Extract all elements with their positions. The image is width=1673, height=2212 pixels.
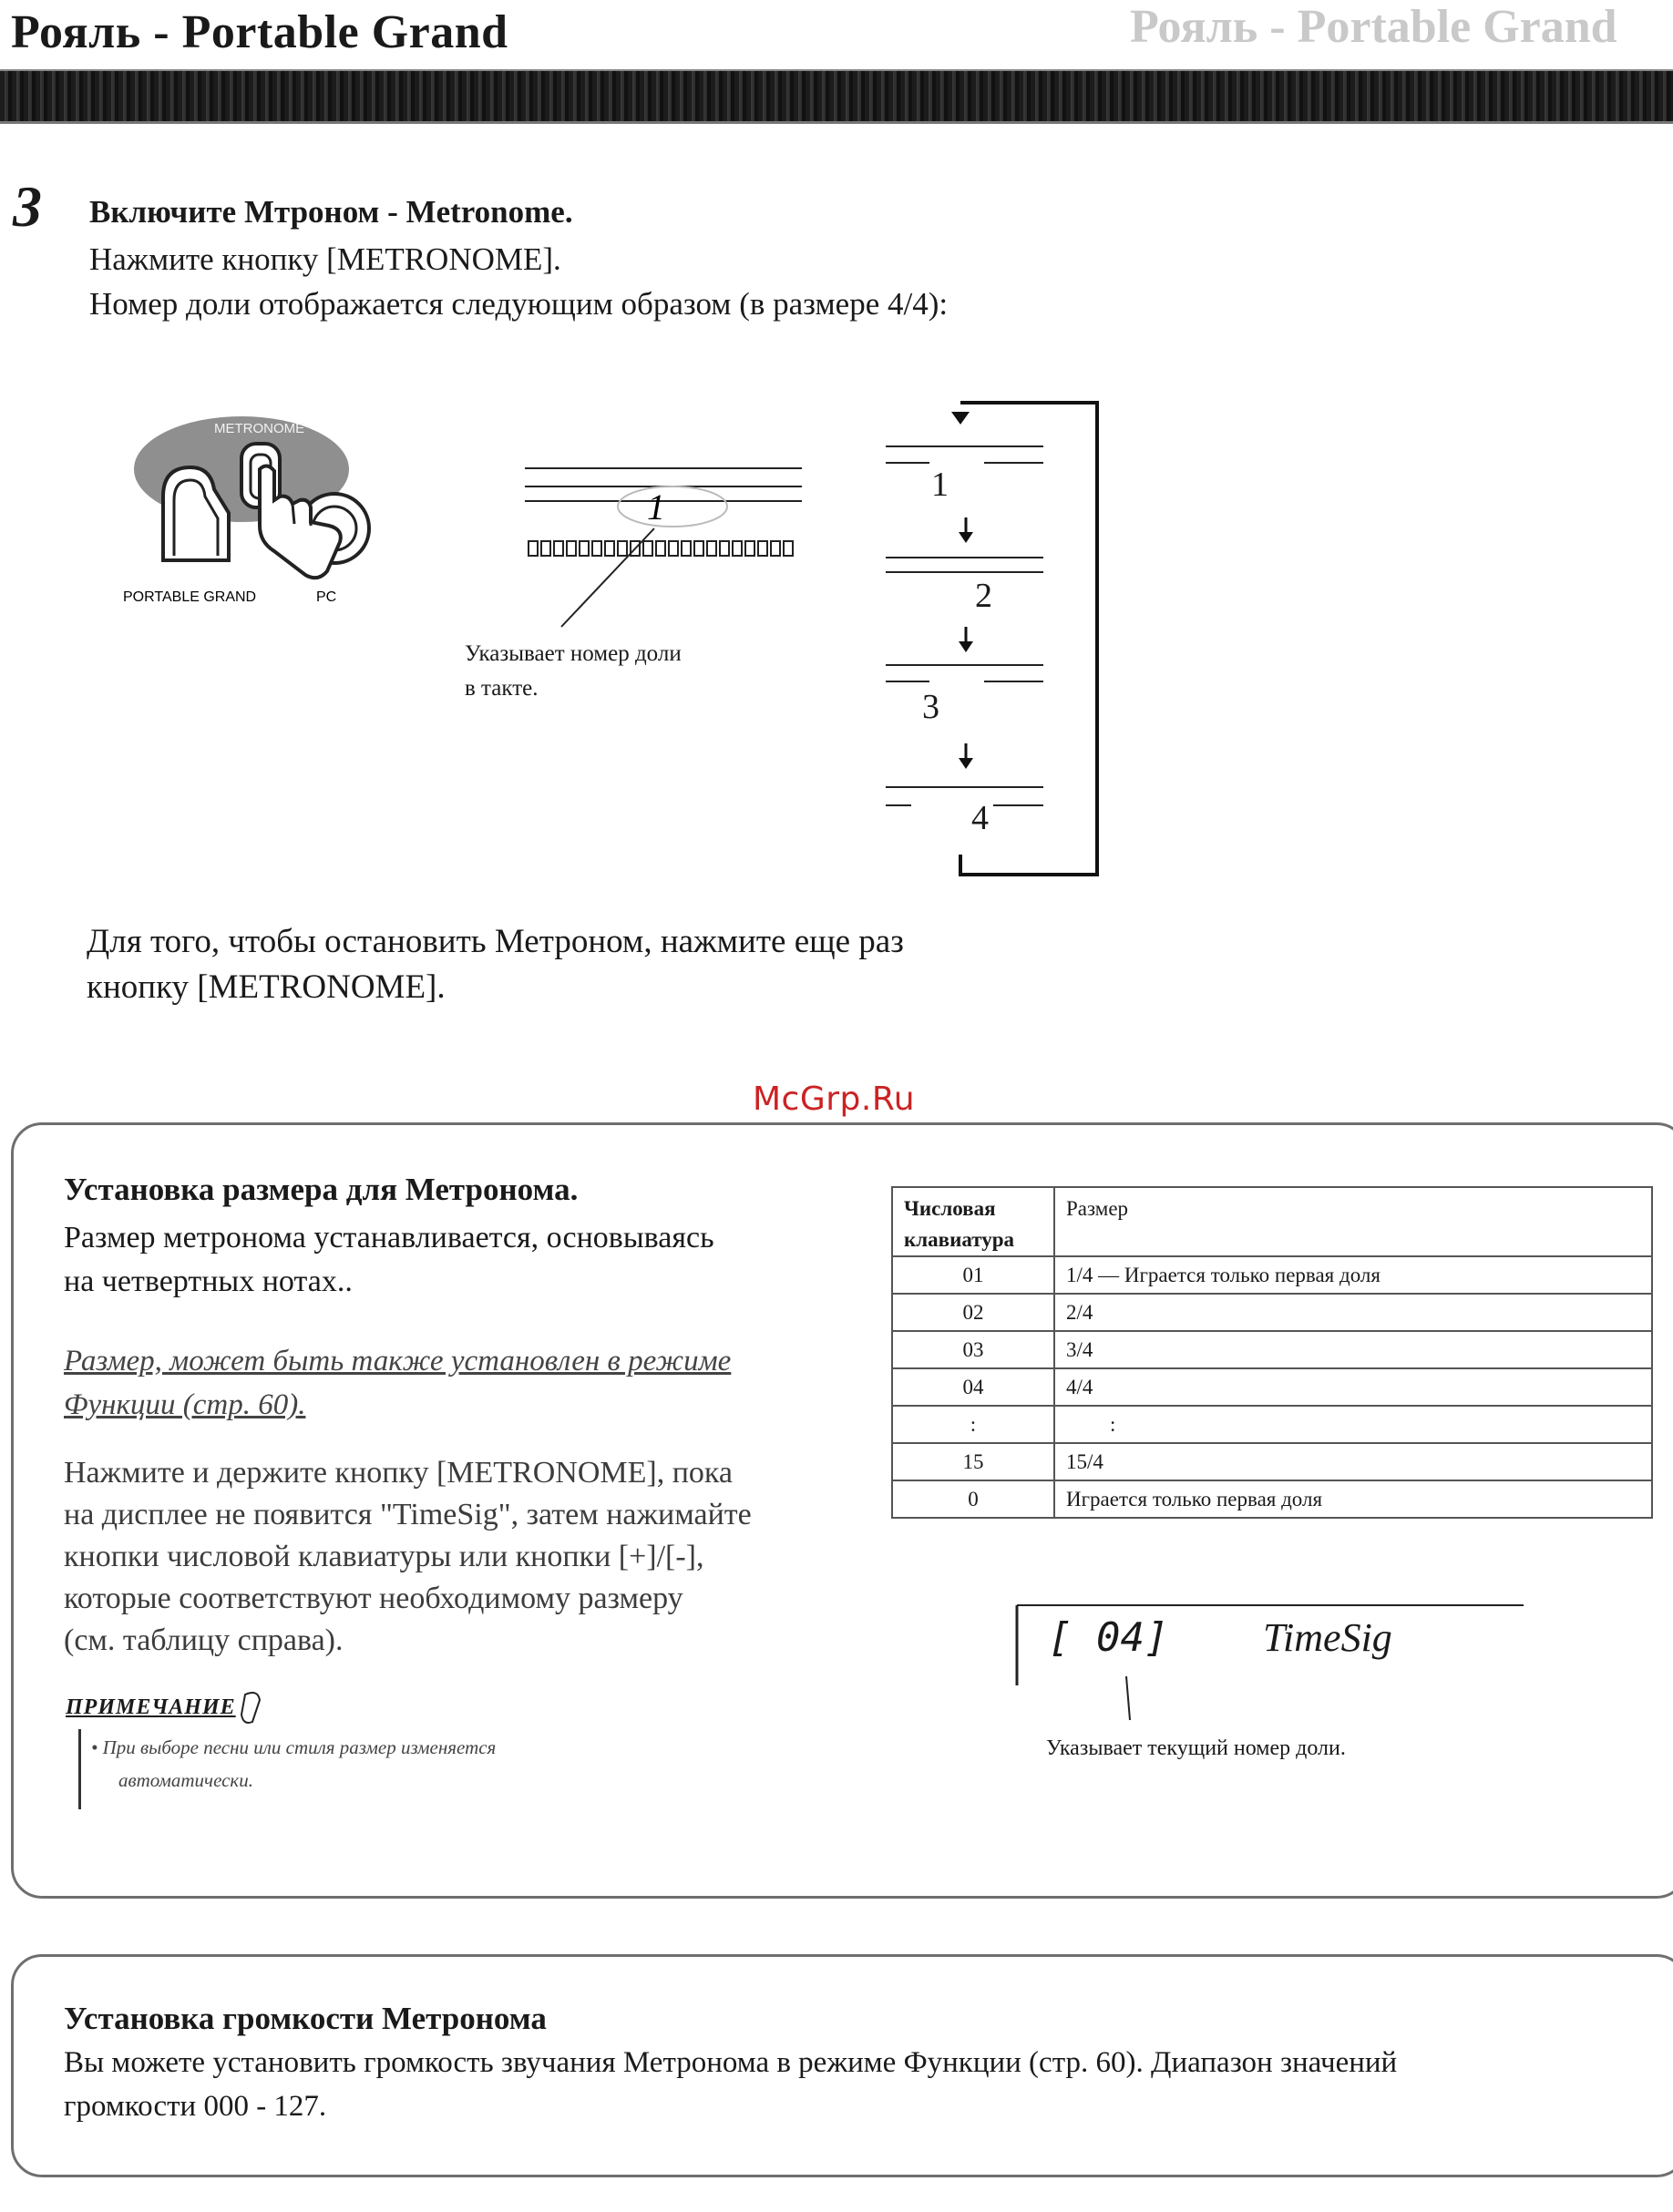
step-heading: Включите Мтроном - Metronome. (89, 194, 573, 230)
table-cell-key: : (892, 1406, 1054, 1443)
table-header-value: Размер (1054, 1187, 1652, 1256)
beat-number: 3 (922, 688, 939, 726)
beat-number: 2 (975, 577, 992, 615)
table-cell-value: 3/4 (1054, 1331, 1652, 1368)
stop-instruction-line2: кнопку [METRONOME]. (87, 968, 446, 1006)
table-cell-key: 15 (892, 1443, 1054, 1480)
note-line2: автоматически. (118, 1769, 254, 1791)
meter-body-line: Нажмите и держите кнопку [METRONOME], пока (64, 1456, 734, 1490)
table-cell-key: 01 (892, 1256, 1054, 1294)
table-cell-value: 1/4 — Играется только первая доля (1054, 1256, 1652, 1294)
watermark: McGrp.Ru (753, 1080, 916, 1118)
volume-heading: Установка громкости Метронома (64, 2001, 547, 2036)
table-cell-value: 2/4 (1054, 1294, 1652, 1331)
table-cell-key: 04 (892, 1368, 1054, 1406)
svg-text:PORTABLE GRAND: PORTABLE GRAND (123, 589, 257, 605)
page-title-ghost: Рояль - Portable Grand (1130, 1, 1617, 53)
volume-line1: Вы можете установить громкость звучания Метронома в режиме Функции (стр. 60). Диапазон значений (64, 2046, 1398, 2079)
meter-intro-line1: Размер метронома устанавливается, основываясь (64, 1221, 714, 1254)
table-cell-key: 0 (892, 1480, 1054, 1518)
step-instruction: Нажмите кнопку [METRONOME]. (89, 241, 561, 277)
meter-table (891, 1186, 1653, 1519)
table-cell-value: : (1054, 1406, 1652, 1443)
timesig-value: [ 04] (1048, 1614, 1169, 1661)
note-badge (66, 1687, 284, 1727)
table-header-row (892, 1187, 1652, 1256)
table-cell-key: 02 (892, 1294, 1054, 1331)
stop-instruction-line1: Для того, чтобы остановить Метроном, нажмите еще раз (87, 923, 904, 960)
table-row (892, 1256, 1652, 1294)
beat-sequence-diagram (875, 394, 1112, 886)
timesig-caption: Указывает текущий номер доли. (1046, 1736, 1346, 1760)
meter-function-link-line1[interactable]: Размер, может быть также установлен в режиме (64, 1345, 732, 1377)
table-row (892, 1406, 1652, 1443)
table-cell-value: 15/4 (1054, 1443, 1652, 1480)
timesig-label: TimeSig (1263, 1615, 1392, 1660)
arrow-down-icon (959, 532, 973, 543)
lcd-segment-display (519, 446, 820, 629)
note-bar (78, 1729, 81, 1809)
table-row (892, 1480, 1652, 1518)
beat-display-illustration (519, 446, 820, 629)
table-cell-key: 03 (892, 1331, 1054, 1368)
step-number: 3 (13, 174, 42, 239)
meter-intro-line2: на четвертных нотах.. (64, 1265, 353, 1298)
page-title: Рояль - Portable Grand (11, 6, 508, 58)
beat-loop-arrows (875, 394, 1112, 886)
display-caption-line1: Указывает номер доли (465, 641, 682, 666)
arrow-down-icon (959, 758, 973, 769)
scroll-icon (240, 1689, 267, 1726)
step-description: Номер доли отображается следующим образом (в размере 4/4): (89, 286, 949, 322)
beat-number: 1 (931, 466, 949, 504)
note-badge-label: ПРИМЕЧАНИЕ (66, 1695, 236, 1719)
display-caption-line2: в такте. (465, 676, 539, 701)
header-band (0, 69, 1673, 124)
beat-digit: 1 (647, 486, 665, 527)
meter-body-line: (см. таблицу справа). (64, 1623, 344, 1657)
table-cell-value: 4/4 (1054, 1368, 1652, 1406)
table-row (892, 1443, 1652, 1480)
beat-number: 4 (971, 799, 989, 837)
table-header-key: Числовая клавиатура (892, 1187, 1054, 1256)
metronome-button-illustration (123, 405, 396, 615)
meter-function-link-line2[interactable]: Функции (стр. 60). (64, 1388, 306, 1421)
svg-text:PC: PC (316, 589, 337, 605)
meter-body-line: которые соответствуют необходимому размеру (64, 1582, 683, 1615)
table-row (892, 1368, 1652, 1406)
meter-body-line: на дисплее не появится "TimeSig", затем нажимайте (64, 1498, 752, 1531)
table-row (892, 1294, 1652, 1331)
arrow-down-icon (959, 641, 973, 652)
meter-heading: Установка размера для Метронома. (64, 1172, 579, 1207)
svg-text:METRONOME: METRONOME (214, 421, 305, 436)
arrow-down-icon (951, 412, 970, 425)
table-cell-value: Играется только первая доля (1054, 1480, 1652, 1518)
meter-body-line: кнопки числовой клавиатуры или кнопки [+]/[-], (64, 1540, 704, 1573)
volume-line2: громкости 000 - 127. (64, 2090, 327, 2123)
note-line1: • При выборе песни или стиля размер изменяется (91, 1736, 497, 1758)
piano-pc-icon (123, 405, 396, 615)
table-row (892, 1331, 1652, 1368)
